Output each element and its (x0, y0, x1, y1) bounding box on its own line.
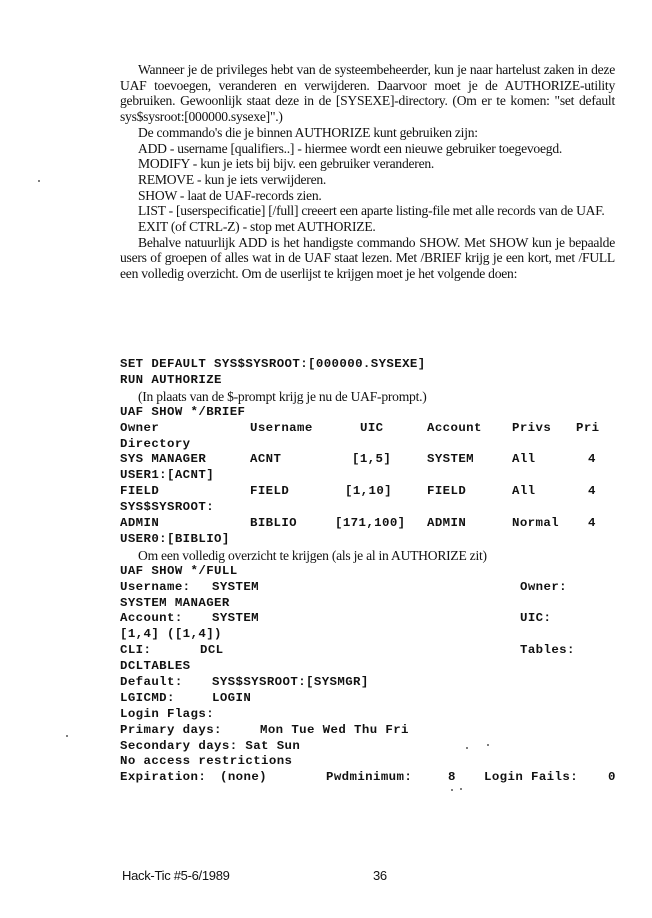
full-primary-row (120, 723, 620, 739)
note-full-overview: Om een volledig overzicht te krijgen (als je al in AUTHORIZE zit) (138, 547, 487, 563)
cell-username: BIBLIO (250, 516, 298, 531)
full-account-row (120, 611, 620, 627)
login-flags-line: Login Flags: (120, 706, 215, 721)
cell-username: ACNT (250, 452, 282, 467)
paragraph-commands-intro: De commando's die je binnen AUTHORIZE kunt gebruiken zijn: (138, 124, 478, 140)
code-line: UAF SHOW */BRIEF (120, 404, 246, 419)
cell-uic: [1,10] (345, 484, 393, 499)
access-restrictions-line: No access restrictions (120, 754, 293, 769)
header-pri: Pri (576, 420, 600, 435)
cell-privs: All (512, 484, 536, 499)
full-expiration-row (120, 770, 620, 786)
lgicmd-value: LOGIN (212, 690, 252, 705)
table-row (120, 484, 620, 500)
brief-header-directory: Directory (120, 436, 191, 451)
login-fails-value: 0 (608, 770, 616, 785)
prose-section (120, 62, 615, 282)
pwdminimum-value: 8 (448, 770, 456, 785)
note-uaf-prompt: (In plaats van de $-prompt krijg je nu de UAF-prompt.) (138, 388, 427, 404)
cell-privs: All (512, 452, 536, 467)
cli-value: DCL (200, 643, 224, 658)
scan-speck (451, 789, 453, 791)
scan-speck (487, 744, 489, 746)
command-modify: MODIFY - kun je iets bij bijv. een gebruiker veranderen. (138, 156, 435, 172)
cell-owner: FIELD (120, 484, 160, 499)
page-number: 36 (373, 868, 387, 883)
cell-uic: [171,100] (335, 516, 406, 531)
command-add: ADD - username [qualifiers..] - hiermee wordt een nieuwe gebruiker toegevoegd. (138, 140, 563, 156)
account-label: Account: (120, 611, 183, 626)
default-label: Default: (120, 675, 183, 690)
secondary-days-line: Secondary days: Sat Sun (120, 738, 301, 753)
login-fails-label: Login Fails: (484, 770, 579, 785)
header-username: Username (250, 420, 313, 435)
cell-owner: SYS MANAGER (120, 452, 207, 467)
tables-value: DCLTABLES (120, 659, 191, 674)
username-value: SYSTEM (212, 579, 260, 594)
primary-days-label: Primary days: (120, 722, 222, 737)
cell-account: SYSTEM (427, 452, 475, 467)
cell-account: FIELD (427, 484, 467, 499)
uic-label: UIC: (520, 611, 552, 626)
command-remove: REMOVE - kun je iets verwijderen. (138, 171, 327, 187)
code-line: UAF SHOW */FULL (120, 563, 238, 578)
full-username-row (120, 580, 620, 596)
table-row (120, 452, 620, 468)
pwdminimum-label: Pwdminimum: (326, 770, 413, 785)
scan-speck (38, 180, 40, 182)
code-listing (120, 357, 620, 786)
owner-label: Owner: (520, 579, 568, 594)
full-default-row (120, 675, 620, 691)
cli-label: CLI: (120, 643, 152, 658)
table-row-directory: USER1:[ACNT] (120, 468, 215, 483)
header-account: Account (427, 420, 482, 435)
cell-pri: 4 (588, 452, 596, 467)
cell-username: FIELD (250, 484, 290, 499)
footer-publication: Hack-Tic #5-6/1989 (122, 868, 230, 883)
cell-privs: Normal (512, 516, 560, 531)
header-owner: Owner (120, 420, 160, 435)
account-value: SYSTEM (212, 611, 260, 626)
default-value: SYS$SYSROOT:[SYSMGR] (212, 675, 369, 690)
command-show: SHOW - laat de UAF-records zien. (138, 187, 322, 203)
full-cli-row (120, 643, 620, 659)
table-row-directory: USER0:[BIBLIO] (120, 531, 230, 546)
cell-owner: ADMIN (120, 516, 160, 531)
command-exit: EXIT (of CTRL-Z) - stop met AUTHORIZE. (138, 219, 376, 235)
paragraph-intro: Wanneer je de privileges hebt van de systeembeheerder, kun je naar hartelust zaken in deze UAF toevoegen, veranderen en verwijderen. Daarvoor moet je de AUTHORIZE-utility gebruiken. Gewoonlijk staat deze in de [SYSEXE]-directory. (Om er te komen: "set default sys$sysroot:[000000.sysexe]".) (120, 62, 615, 125)
scan-speck (460, 788, 462, 790)
brief-header-row (120, 421, 620, 437)
header-privs: Privs (512, 420, 552, 435)
code-line: SET DEFAULT SYS$SYSROOT:[000000.SYSEXE] (120, 357, 426, 371)
cell-uic: [1,5] (352, 452, 392, 467)
full-lgicmd-row (120, 691, 620, 707)
username-label: Username: (120, 579, 191, 594)
table-row (120, 516, 620, 532)
owner-value: SYSTEM MANAGER (120, 595, 230, 610)
uic-value: [1,4] ([1,4]) (120, 627, 222, 642)
expiration-label: Expiration: (120, 770, 207, 785)
header-uic: UIC (360, 420, 384, 435)
cell-pri: 4 (588, 484, 596, 499)
tables-label: Tables: (520, 643, 575, 658)
code-line: RUN AUTHORIZE (120, 372, 222, 387)
cell-pri: 4 (588, 516, 596, 531)
lgicmd-label: LGICMD: (120, 690, 175, 705)
table-row-directory: SYS$SYSROOT: (120, 500, 215, 515)
scan-speck (466, 747, 468, 749)
paragraph-show: Behalve natuurlijk ADD is het handigste commando SHOW. Met SHOW kun je bepaalde users of groepen of alles wat in de UAF staat lezen. Met /BRIEF krijg je een kort, met /FULL een volledig overzicht. Om de userlijst te krijgen moet je het volgende doen: (120, 234, 615, 282)
primary-days-value: Mon Tue Wed Thu Fri (260, 722, 409, 737)
expiration-value: (none) (220, 770, 268, 785)
command-list: LIST - [userspecificatie] [/full] creeert een aparte listing-file met alle records van de UAF. (138, 203, 605, 219)
cell-account: ADMIN (427, 516, 467, 531)
scan-speck (66, 735, 68, 737)
